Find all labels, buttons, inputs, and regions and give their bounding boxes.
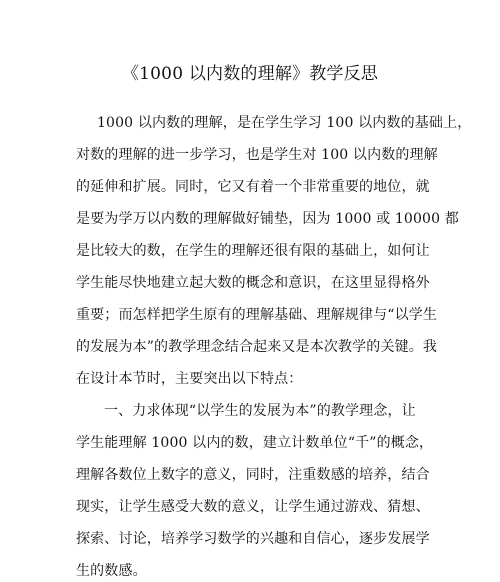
body-line: 理解各数位上数字的意义，同时，注重数感的培养，结合 <box>76 467 430 483</box>
body-line: 的延伸和扩展。同时，它又有着一个非常重要的地位，就 <box>76 179 430 195</box>
body-line: 重要；而怎样把学生原有的理解基础、理解规律与“以学生 <box>76 307 438 323</box>
body-line: 学生能尽快地建立起大数的概念和意识，在这里显得格外 <box>76 275 430 291</box>
body-line: 现实，让学生感受大数的意义，让学生通过游戏、猜想、 <box>76 499 430 515</box>
body-line: 是比较大的数，在学生的理解还很有限的基础上，如何让 <box>76 243 430 259</box>
body-line: 一、力求体现“以学生的发展为本”的教学理念，让 <box>104 403 416 419</box>
body-line: 探索、讨论，培养学习数学的兴趣和自信心，逐步发展学 <box>76 531 430 547</box>
body-line: 学生能理解 1000 以内的数，建立计数单位“千”的概念， <box>76 435 434 451</box>
body-line: 在设计本节时，主要突出以下特点： <box>76 371 303 387</box>
body-line: 是要为学万以内数的理解做好铺垫，因为 1000 或 10000 都 <box>76 211 459 227</box>
body-line: 的发展为本”的教学理念结合起来又是本次教学的关键。我 <box>76 339 438 355</box>
document-title: 《1000 以内数的理解》教学反思 <box>121 64 379 84</box>
body-line: 1000 以内数的理解，是在学生学习 100 以内数的基础上， <box>97 115 472 131</box>
body-line: 生的数感。 <box>76 563 147 579</box>
body-line: 对数的理解的进一步学习，也是学生对 100 以内数的理解 <box>76 147 438 163</box>
